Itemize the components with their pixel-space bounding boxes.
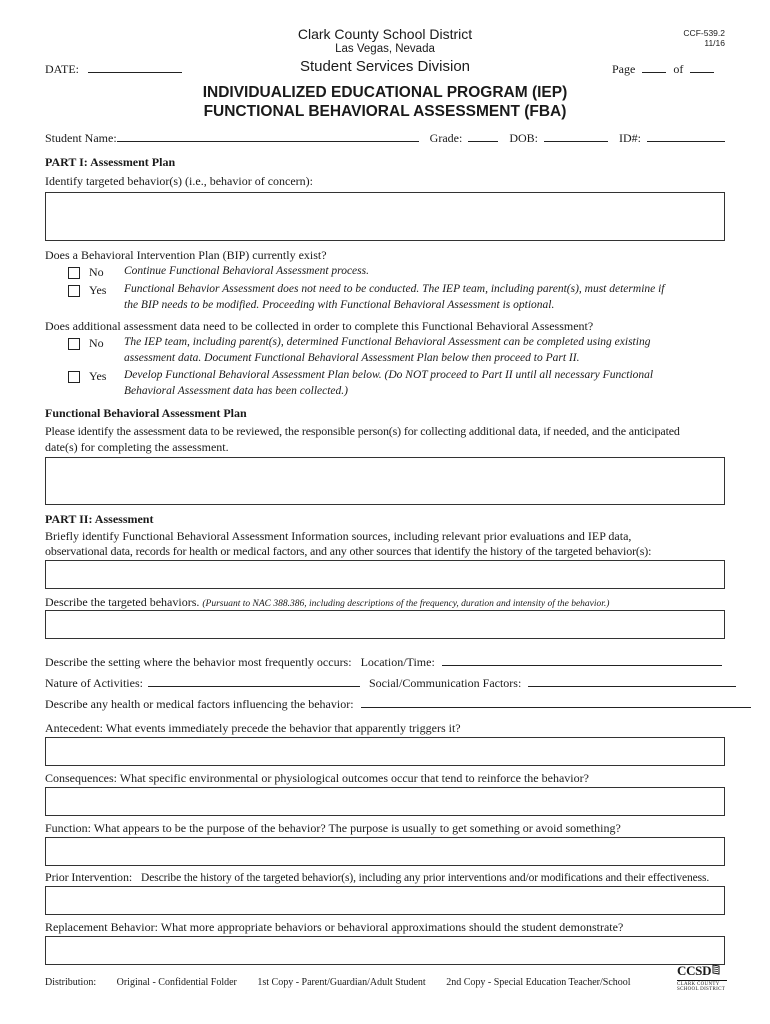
targeted-behavior-box[interactable] [45, 192, 725, 241]
describe-targeted-row [45, 595, 609, 610]
form-code: CCF-539.2 [683, 28, 725, 38]
data-yes-checkbox[interactable] [68, 371, 80, 383]
data-yes-text-2: Behavioral Assessment data has been collected.) [124, 385, 348, 397]
prior-intervention-text: Describe the history of the targeted behavior(s), including any prior interventions and/or modifications and their effectiveness. [141, 872, 710, 884]
page-number-line[interactable] [642, 71, 666, 73]
setting-label: Describe the setting where the behavior most frequently occurs: [45, 655, 352, 669]
identify-behavior-prompt: Identify targeted behavior(s) (i.e., behavior of concern): [45, 174, 313, 188]
ccsd-logo-sub-1: CLARK COUNTY [677, 980, 727, 987]
form-title-line1: INDIVIDUALIZED EDUCATIONAL PROGRAM (IEP) [202, 84, 568, 101]
activities-label: Nature of Activities: [45, 676, 143, 690]
dob-line[interactable] [544, 140, 608, 142]
data-yes-text-1: Develop Functional Behavioral Assessment Plan below. (Do NOT proceed to Part II until all necessary Functional [124, 369, 654, 381]
bip-question: Does a Behavioral Intervention Plan (BIP) currently exist? [45, 248, 327, 262]
data-no-checkbox[interactable] [68, 338, 80, 350]
of-label: of [673, 62, 684, 76]
page-number-field[interactable] [612, 62, 714, 77]
id-line[interactable] [647, 140, 725, 142]
sources-text-2: observational data, records for health or medical factors, and any other sources that identify the history of the targeted behavior(s): [45, 544, 652, 558]
consequences-prompt: Consequences: What specific environmental or physiological outcomes occur that tend to reinforce the behavior? [45, 771, 589, 785]
form-revision-date: 11/16 [704, 38, 725, 48]
describe-targeted-note: (Pursuant to NAC 388.386, including descriptions of the frequency, duration and intensity of the behavior.) [202, 599, 610, 609]
sources-box[interactable] [45, 560, 725, 589]
replacement-box[interactable] [45, 936, 725, 965]
consequences-box[interactable] [45, 787, 725, 816]
fba-plan-text-1: Please identify the assessment data to be reviewed, the responsible person(s) for collecting additional data, if needed, and the anticipated [45, 424, 680, 438]
sources-text-1: Briefly identify Functional Behavioral Assessment Information sources, including relevant prior evaluations and IEP data, [45, 529, 632, 543]
id-label: ID#: [618, 131, 641, 145]
prior-intervention-row [45, 870, 709, 885]
form-title-line2: FUNCTIONAL BEHAVIORAL ASSESSMENT (FBA) [203, 103, 567, 120]
social-label: Social/Communication Factors: [368, 676, 522, 690]
bip-no-label: No [89, 265, 104, 279]
page-label: Page [612, 62, 636, 76]
part1-heading: PART I: Assessment Plan [45, 155, 176, 169]
date-line[interactable] [88, 71, 182, 73]
health-line[interactable] [361, 706, 751, 708]
grade-line[interactable] [468, 140, 498, 142]
bip-no-checkbox[interactable] [68, 267, 80, 279]
social-line[interactable] [528, 685, 736, 687]
dob-label: DOB: [509, 131, 538, 145]
division-name: Student Services Division [299, 58, 471, 75]
function-box[interactable] [45, 837, 725, 866]
bip-yes-checkbox[interactable] [68, 285, 80, 297]
location-line[interactable] [442, 664, 722, 666]
fba-plan-box[interactable] [45, 457, 725, 505]
data-no-text-1: The IEP team, including parent(s), determined Functional Behavioral Assessment can be completed using existing [124, 336, 651, 348]
ccsd-logo [677, 963, 727, 992]
activities-row [45, 676, 736, 691]
prior-intervention-label: Prior Intervention: [45, 870, 133, 884]
bip-no-text: Continue Functional Behavioral Assessment process. [124, 265, 369, 277]
describe-targeted-label: Describe the targeted behaviors. [45, 595, 200, 609]
distribution-copy2: 2nd Copy - Special Education Teacher/School [446, 977, 631, 988]
bip-yes-text-1: Functional Behavior Assessment does not need to be conducted. The IEP team, including parent(s), must determine if [124, 283, 665, 295]
student-name-line[interactable] [117, 140, 419, 142]
ccsd-logo-sub-2: SCHOOL DISTRICT [677, 987, 726, 992]
health-row [45, 697, 751, 712]
bip-yes-label: Yes [89, 283, 107, 297]
part2-heading: PART II: Assessment [45, 512, 154, 526]
data-no-text-2: assessment data. Document Functional Behavioral Assessment Plan below then proceed to Part II. [124, 352, 580, 364]
fba-plan-heading: Functional Behavioral Assessment Plan [45, 406, 247, 420]
antecedent-box[interactable] [45, 737, 725, 766]
date-label: DATE: [45, 62, 79, 76]
replacement-prompt: Replacement Behavior: What more appropriate behaviors or behavioral approximations should the student demonstrate? [45, 920, 624, 934]
page-total-line[interactable] [690, 71, 714, 73]
data-yes-label: Yes [89, 369, 107, 383]
data-question: Does additional assessment data need to be collected in order to complete this Functional Behavioral Assessment? [45, 319, 594, 333]
targeted-behaviors-box[interactable] [45, 610, 725, 639]
antecedent-prompt: Antecedent: What events immediately precede the behavior that apparently triggers it? [45, 721, 461, 735]
distribution-copy1: 1st Copy - Parent/Guardian/Adult Student [257, 977, 426, 988]
bip-yes-text-2: the BIP needs to be modified. Proceeding with Functional Behavioral Assessment is optional. [124, 299, 555, 311]
student-name-label: Student Name: [45, 131, 117, 145]
data-no-label: No [89, 336, 104, 350]
function-prompt: Function: What appears to be the purpose of the behavior? The purpose is usually to get something or avoid something? [45, 821, 621, 835]
prior-intervention-box[interactable] [45, 886, 725, 915]
district-name: Clark County School District [297, 26, 473, 42]
book-icon [712, 963, 720, 979]
district-city: Las Vegas, Nevada [335, 43, 435, 55]
location-label: Location/Time: [360, 655, 435, 669]
distribution-original: Original - Confidential Folder [116, 977, 237, 988]
ccsd-logo-text: CCSD [677, 963, 727, 979]
health-label: Describe any health or medical factors influencing the behavior: [45, 697, 354, 711]
footer-distribution [45, 977, 631, 988]
fba-plan-text-2: date(s) for completing the assessment. [45, 440, 229, 454]
distribution-label: Distribution: [45, 977, 97, 988]
date-field[interactable] [45, 62, 182, 77]
student-info-row [45, 131, 725, 146]
activities-line[interactable] [148, 685, 360, 687]
grade-label: Grade: [429, 131, 463, 145]
setting-row [45, 655, 722, 670]
